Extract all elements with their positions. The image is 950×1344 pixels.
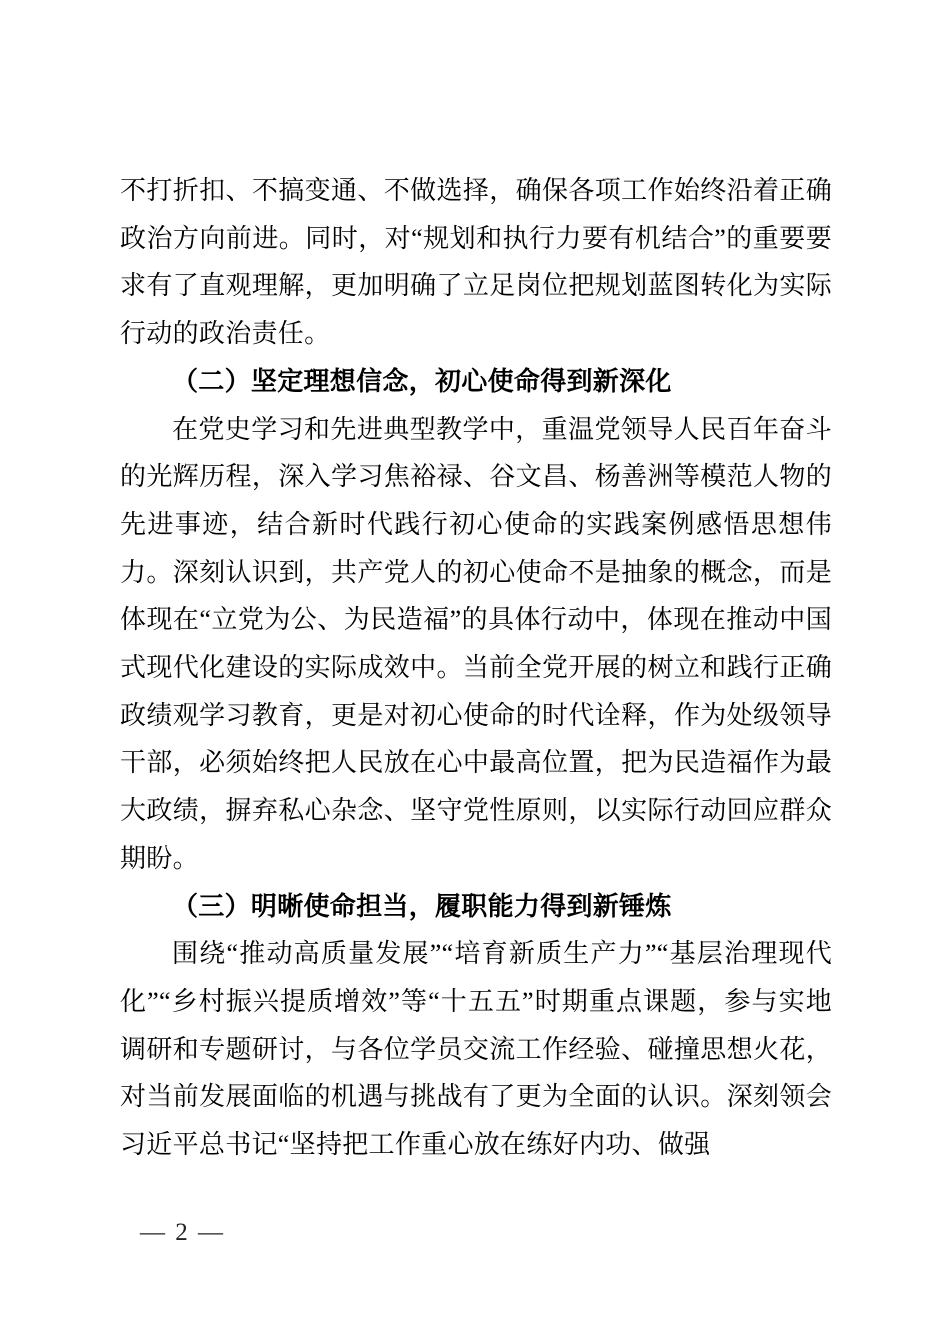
section-heading-2: （二）坚定理想信念，初心使命得到新深化 xyxy=(172,366,672,396)
paragraph-continuation: 不打折扣、不搞变通、不做选择，确保各项工作始终沿着正确政治方向前进。同时，对“规划和执行力要有机结合”的重要要求有了直观理解，更加明确了立足岗位把规划蓝图转化为实际行动的政治责任。 xyxy=(120,176,832,349)
section-heading-3: （三）明晰使命担当，履职能力得到新锤炼 xyxy=(172,891,672,921)
page-number: — 2 — xyxy=(140,1219,225,1246)
paragraph-section-3: 围绕“推动高质量发展”“培育新质生产力”“基层治理现代化”“乡村振兴提质增效”等“十五五”时期重点课题，参与实地调研和专题研讨，与各位学员交流工作经验、碰撞思想火花，对当前发展面临的机遇与挑战有了更为全面的认识。深刻领会习近平总书记“坚持把工作重心放在练好内功、做强 xyxy=(120,939,832,1160)
document-body xyxy=(120,167,832,1169)
paragraph-section-2: 在党史学习和先进典型教学中，重温党领导人民百年奋斗的光辉历程，深入学习焦裕禄、谷文昌、杨善洲等模范人物的先进事迹，结合新时代践行初心使命的实践案例感悟思想伟力。深刻认识到，共产党人的初心使命不是抽象的概念，而是体现在“立党为公、为民造福”的具体行动中，体现在推动中国式现代化建设的实际成效中。当前全党开展的树立和践行正确政绩观学习教育，更是对初心使命的时代诠释，作为处级领导干部，必须始终把人民放在心中最高位置，把为民造福作为最大政绩，摒弃私心杂念、坚守党性原则，以实际行动回应群众期盼。 xyxy=(120,414,832,873)
